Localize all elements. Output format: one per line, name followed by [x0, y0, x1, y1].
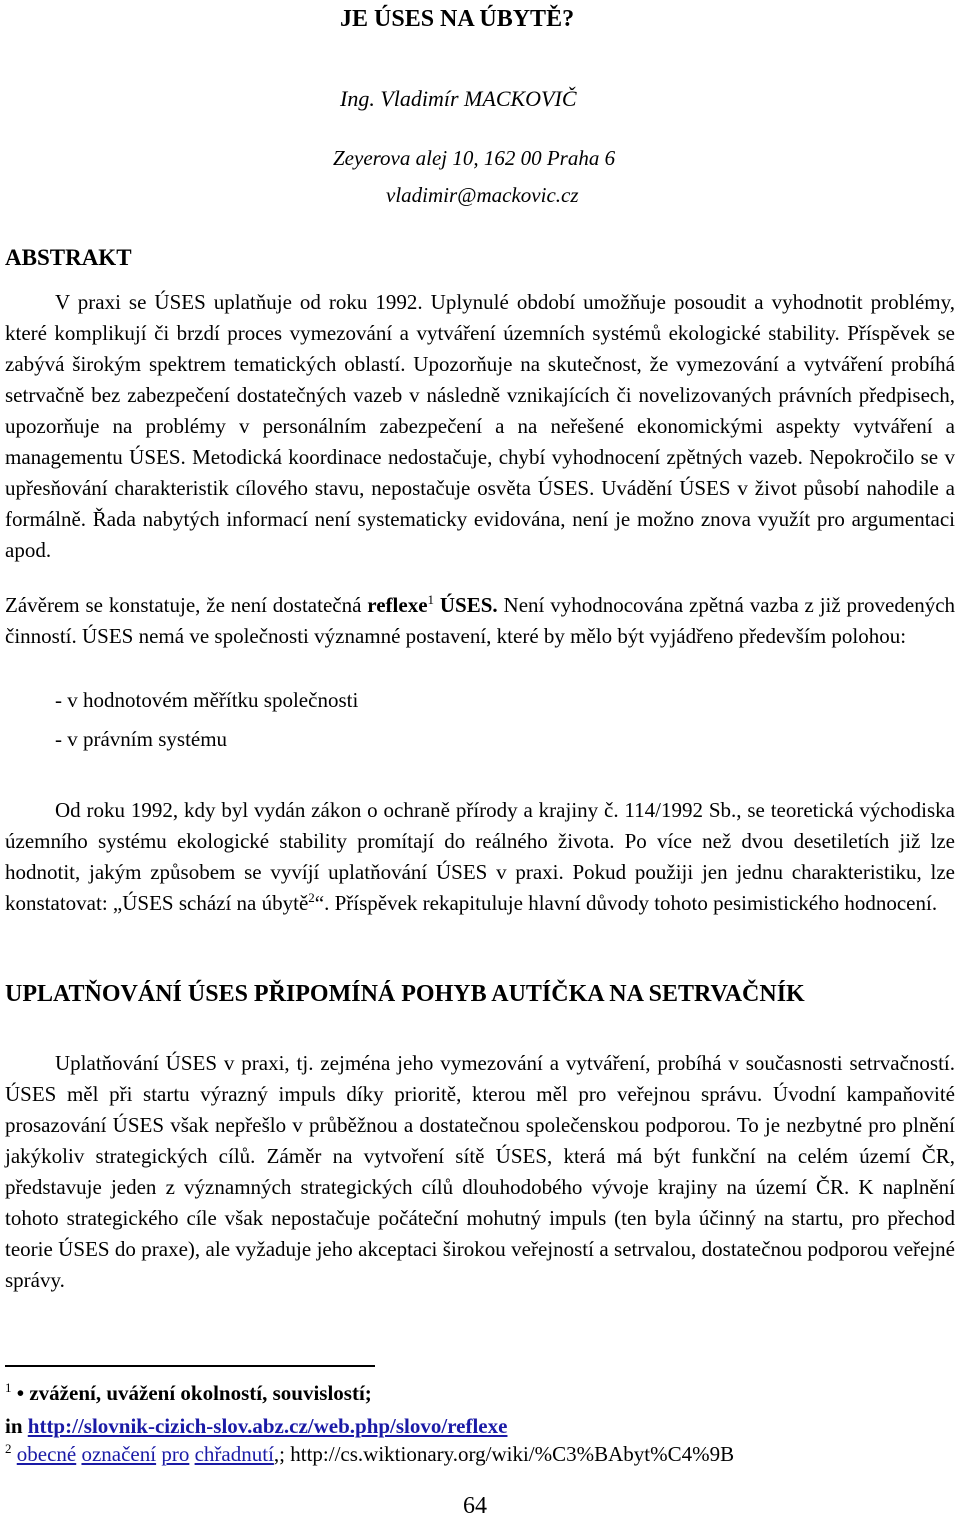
abstract-paragraph-2	[5, 590, 955, 652]
footnote-2-tail: ,; http://cs.wiktionary.org/wiki/%C3%BAbyt%C4%9B	[273, 1442, 735, 1466]
abstract-paragraph-1-text: V praxi se ÚSES uplatňuje od roku 1992. Uplynulé období umožňuje posoudit a vyhodnotit problémy, které komplikují či brzdí proces vymezování a vytváření územních systémů ekologické stability. Příspěvek se zabývá širokým spektrem tematických oblastí. Upozorňuje na skutečnost, že vymezování a vytváření probíhá setrvačně bez zabezpečení dostatečných vazeb v následně vznikajících či novelizovaných právních předpisech, upozorňuje na problémy v personálním zabezpečení a na neřešené ekonomickými aspekty vytváření a managementu ÚSES. Metodická koordinace nedostačuje, chybí vyhodnocení zpětných vazeb. Nepokročilo se v upřesňování charakteristik cílového stavu, nepostačuje osvěta ÚSES. Uvádění ÚSES v život působí nahodile a formálně. Řada nabytých informací není systematicky evidována, není je možno znova využít pro argumentaci apod.	[5, 290, 955, 562]
abstract-paragraph-1	[5, 287, 955, 566]
footnote-1-number: 1	[5, 1380, 12, 1395]
body-paragraph-text: Uplatňování ÚSES v praxi, tj. zejména jeho vymezování a vytváření, probíhá v současnosti setrvačností. ÚSES měl při startu výrazný impuls díky prioritě, kterou měl pro veřejnou správu. Úvodní kampaňovité prosazování ÚSES však nepřešlo v průběžnou a dostatečnou společenskou podporou. To je nezbytné pro plnění jakýkoliv strategických cílů. Záměr na vytvoření sítě ÚSES, která má být funkční na celém území ČR, představuje jeden z významných strategických cílů dlouhodobého vývoje krajiny na území ČR. K naplnění tohoto strategického cíle však nepostačuje počáteční mohutný impuls (ten byla účinný na startu, pro přechod teorie ÚSES do praxe), ale vyžaduje jeho akceptaci širokou veřejností a setrvalou, dostatečnou podporou veřejné správy.	[5, 1051, 955, 1292]
footnote-1-link[interactable]: http://slovnik-cizich-slov.abz.cz/web.php/slovo/reflexe	[27, 1414, 508, 1438]
footnote-ref-1[interactable]: 1	[427, 592, 435, 607]
footnote-1-source	[5, 1414, 507, 1439]
page-number: 64	[463, 1493, 487, 1519]
author-address: Zeyerova alej 10, 162 00 Praha 6	[333, 146, 616, 170]
p2-text-a: Závěrem se konstatuje, že není dostatečná	[5, 593, 368, 617]
body-paragraph	[5, 1048, 955, 1296]
footnote-2-link-oznaceni[interactable]: označení	[81, 1442, 157, 1466]
author-name: Ing. Vladimír MACKOVIČ	[340, 86, 577, 111]
p2-text-c: Není vyhodnocována zpětná vazba z již provedených činností. ÚSES nemá ve společnosti významné postavení, které by mělo být vyjádřeno především polohou:	[5, 593, 956, 648]
footnote-2-link-chradnuti[interactable]: chřadnutí	[194, 1442, 274, 1466]
footnote-1	[5, 1381, 372, 1406]
paper-title: JE ÚSES NA ÚBYTĚ?	[340, 6, 575, 32]
author-email: vladimir@mackovic.cz	[386, 183, 579, 207]
footnote-ref-2[interactable]: 2	[308, 890, 315, 905]
abstract-paragraph-3	[5, 795, 955, 919]
footnote-divider	[5, 1365, 375, 1367]
footnote-2-number: 2	[5, 1441, 12, 1456]
footnote-2-link-pro[interactable]: pro	[161, 1442, 190, 1466]
section-heading: UPLATŇOVÁNÍ ÚSES PŘIPOMÍNÁ POHYB AUTÍČKA NA SETRVAČNÍK	[5, 981, 805, 1007]
footnote-1-in: in	[5, 1414, 28, 1438]
p3-text-a: Od roku 1992, kdy byl vydán zákon o ochraně přírody a krajiny č. 114/1992 Sb., se teoretická východiska územního systému ekologické stability promítají do reálného života. Po více než dvou desetiletích již lze hodnotit, jakým způsobem se vyvíjí uplatňování ÚSES v praxi. Pokud použiji jen jednu charakteristiku, lze konstatovat: „ÚSES schází na úbytě	[5, 798, 955, 915]
footnote-1-text: • zvážení, uvážení okolností, souvislostí;	[11, 1381, 372, 1405]
p3-text-b: “. Příspěvek rekapituluje hlavní důvody tohoto pesimistického hodnocení.	[314, 891, 938, 915]
list-item: - v hodnotovém měřítku společnosti	[55, 688, 359, 712]
abstract-heading: ABSTRAKT	[5, 245, 132, 270]
footnote-2	[5, 1442, 734, 1467]
reflexe-term: reflexe	[367, 593, 428, 617]
p2-uses: ÚSES.	[434, 593, 498, 617]
footnote-2-link-obecne[interactable]: obecné	[16, 1442, 77, 1466]
list-item: - v právním systému	[55, 727, 228, 751]
